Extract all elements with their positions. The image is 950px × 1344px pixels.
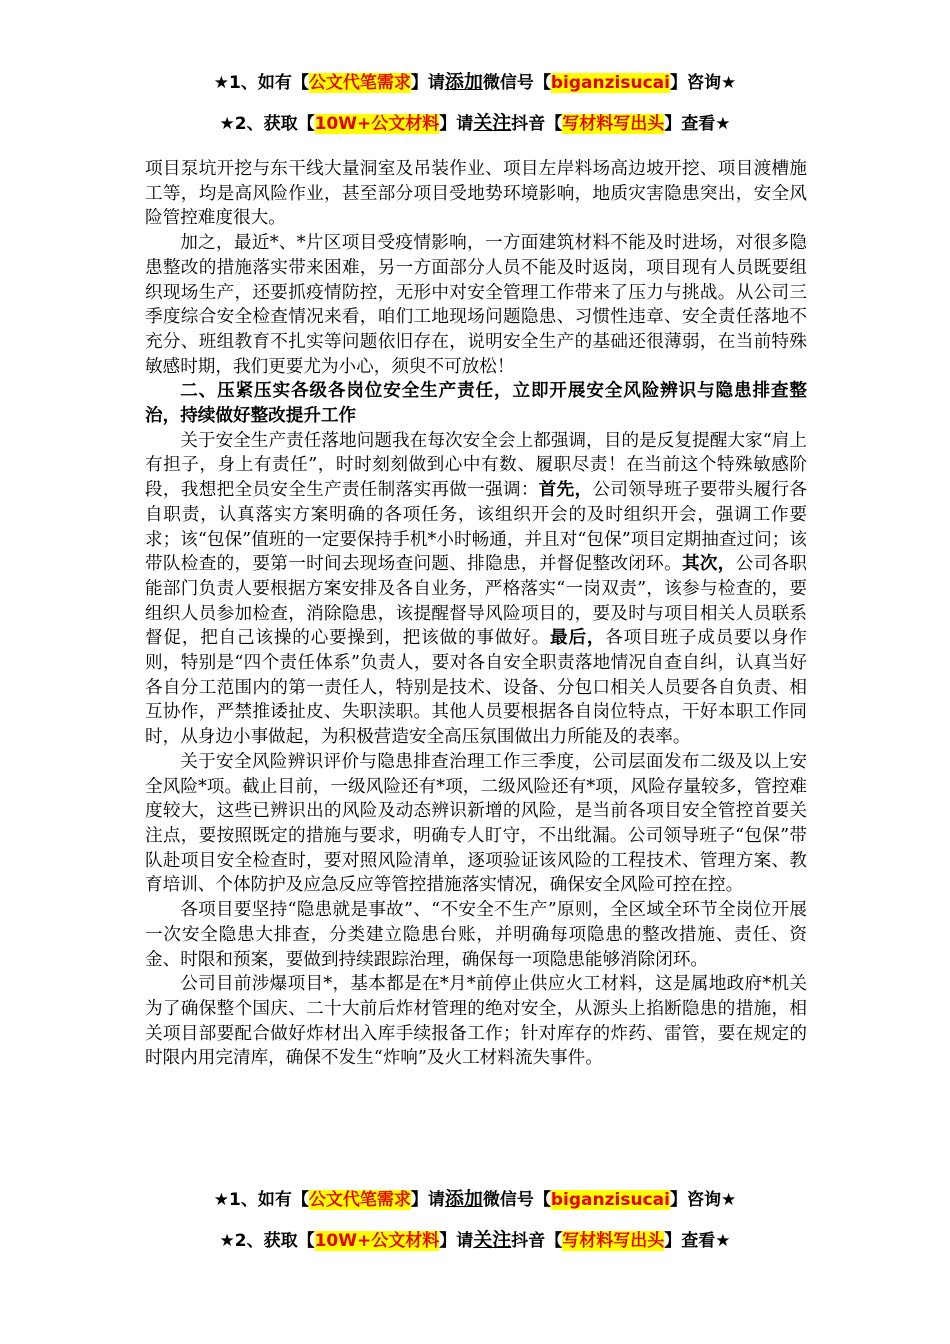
document-body — [145, 157, 807, 1071]
bold-lead: 其次， — [681, 553, 736, 575]
banner-highlight: 10W+公文材料 — [314, 114, 440, 134]
banner-text: 抖音【 — [511, 1231, 563, 1251]
banner-emphasis: 添加 — [444, 71, 483, 93]
bottom-banner-line-1 — [0, 1188, 950, 1211]
banner-highlight: biganzisucai — [550, 1190, 670, 1210]
paragraph-text: 各项目班子成员要以身作则，特别是“四个责任体系”负责人，要对各自安全职责落地情况自查自纠，认真当好各自分工范围内的第一责任人，特别是技术、设备、分包口相关人员要各自负责、相互协作，严禁推诿扯皮、失职渎职。其他人员要根据各自岗位特点，干好本职工作同时，从身边小事做起，为积极营造安全高压氛围做出力所能及的表率。 — [145, 628, 807, 748]
banner-text: ★1、如有【 — [213, 73, 309, 93]
paragraph: 各项目要坚持“隐患就是事故”、“不安全不生产”原则，全区域全环节全岗位开展一次安全隐患大排查，分类建立隐患台账，并明确每项隐患的整改措施、责任、资金、时限和预案，要做到持续跟踪治理，确保每一项隐患能够消除闭环。 — [145, 900, 807, 970]
bottom-banner-line-2 — [0, 1229, 950, 1252]
banner-highlight: 写材料写出头 — [562, 1231, 665, 1251]
banner-highlight: biganzisucai — [550, 73, 670, 93]
banner-emphasis: 添加 — [444, 1188, 483, 1210]
paragraph-text: 公司各职能部门负责人要根据方案安排及各自业务，严格落实“一岗双责”，该参与检查的，要组织人员参加检查，消除隐患，该提醒督导风险项目的，要及时与项目相关人员联系督促，把自己该操的心要操到，把该做的事做好。 — [145, 554, 807, 649]
top-banner-line-2 — [0, 112, 950, 135]
banner-text: 微信号【 — [482, 1190, 551, 1210]
bold-lead: 最后， — [550, 627, 606, 649]
bold-lead: 首先， — [538, 479, 593, 501]
top-banner-line-1 — [0, 71, 950, 94]
paragraph — [145, 429, 807, 750]
banner-text: 】咨询★ — [669, 1190, 737, 1210]
paragraph: 关于安全风险辨识评价与隐患排查治理工作三季度，公司层面发布二级及以上安全风险*项。截止目前，一级风险还有*项，二级风险还有*项，风险存量较多，管控难度较大，这些已辨识出的风险及动态辨识新增的风险，是当前各项目安全管控首要关注点，要按照既定的措施与要求，明确专人盯守，不出纰漏。公司领导班子“包保”带队赴项目安全检查时，要对照风险清单，逐项验证该风险的工程技术、管理方案、教育培训、个体防护及应急反应等管控措施落实情况，确保安全风险可控在控。 — [145, 751, 807, 896]
banner-highlight: 写材料写出头 — [562, 114, 665, 134]
banner-text: 】咨询★ — [669, 73, 737, 93]
paragraph: 公司目前涉爆项目*，基本都是在*月*前停止供应火工材料，这是属地政府*机关为了确保整个国庆、二十大前后炸材管理的绝对安全，从源头上掐断隐患的措施，相关项目部要配合做好炸材出入库手续报备工作；针对库存的炸药、雷管，要在规定的时限内用完清库，确保不发生“炸响”及火工材料流失事件。 — [145, 974, 807, 1069]
banner-text: 】查看★ — [664, 114, 731, 134]
banner-text: 】请 — [410, 1190, 445, 1210]
banner-text: 】请 — [439, 114, 474, 134]
banner-highlight: 10W+公文材料 — [314, 1231, 440, 1251]
banner-emphasis: 关注 — [473, 1229, 512, 1251]
banner-text: ★2、获取【 — [219, 1231, 315, 1251]
paragraph-text: 公司领导班子要带头履行各自职责，认真落实方案明确的各项任务，该组织开会的及时组织开会，强调工作要求；该“包保”值班的一定要保持手机*小时畅通，并且对“包保”项目定期抽查过问；该带队检查的，要第一时间去现场查问题、排隐患，并督促整改闭环。 — [145, 480, 807, 575]
banner-highlight: 公文代笔需求 — [308, 1190, 411, 1210]
banner-text: ★1、如有【 — [213, 1190, 309, 1210]
paragraph: 项目泵坑开挖与东干线大量洞室及吊装作业、项目左岸料场高边坡开挖、项目渡槽施工等，均是高风险作业，甚至部分项目受地势环境影响，地质灾害隐患突出，安全风险管控难度很大。 — [145, 159, 807, 229]
paragraph: 加之，最近*、*片区项目受疫情影响，一方面建筑材料不能及时进场，对很多隐患整改的措施落实带来困难，另一方面部分人员不能及时返岗，项目现有人员既要组织现场生产，还要抓疫情防控，无形中对安全管理工作带来了压力与挑战。从公司三季度综合安全检查情况来看，咱们工地现场问题隐患、习惯性违章、安全责任落地不充分、班组教育不扎实等问题依旧存在，说明安全生产的基础还很薄弱，在当前特殊敏感时期，我们更要尤为小心，须臾不可放松！ — [145, 233, 807, 377]
banner-text: 抖音【 — [511, 114, 563, 134]
banner-text: ★2、获取【 — [219, 114, 315, 134]
banner-text: 】请 — [410, 73, 445, 93]
banner-text: 微信号【 — [482, 73, 551, 93]
banner-text: 】请 — [439, 1231, 474, 1251]
banner-emphasis: 关注 — [473, 112, 512, 134]
section-heading: 二、压紧压实各级各岗位安全生产责任，立即开展安全风险辨识与隐患排查整治，持续做好整改提升工作 — [145, 380, 807, 427]
paragraph-text: 关于安全生产责任落地问题我在每次安全会上都强调，目的是反复提醒大家“肩上有担子，身上有责任”，时时刻刻做到心中有数、履职尽责！在当前这个特殊敏感阶段，我想把全员安全生产责任制落实再做一强调： — [145, 430, 807, 501]
banner-text: 】查看★ — [664, 1231, 731, 1251]
banner-highlight: 公文代笔需求 — [308, 73, 411, 93]
